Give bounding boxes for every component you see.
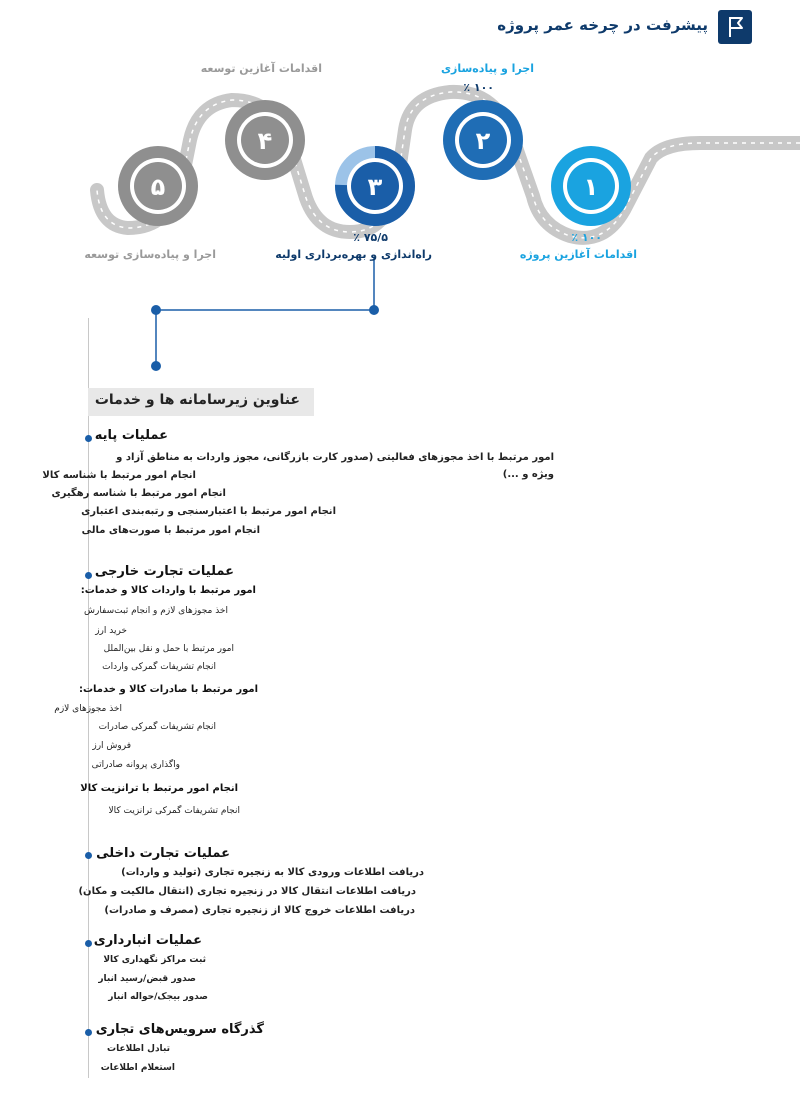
step-5-circle (116, 144, 200, 228)
step-1-label: اقدامات آغازین پروژه (519, 248, 637, 261)
step-3-number: ۳ (367, 173, 383, 201)
step-2-circle (441, 98, 525, 182)
base-item-1: امور مرتبط با اخذ مجوزهای فعالیتی (صدور کارت بازرگانی، مجوز واردات به مناطق آزاد و ویژه و ...) (116, 452, 554, 480)
step-1-percent: ٪ ۱۰۰ (571, 231, 602, 244)
step-1-circle (549, 144, 633, 228)
domestic-item-2: دریافت اطلاعات انتقال کالا در زنجیره تجاری (انتقال مالکیت و مکان) (78, 886, 416, 897)
bullet-dot (85, 435, 92, 442)
gateway-item-1: تبادل اطلاعات (107, 1044, 170, 1054)
import-item-1: اخذ مجوزهای لازم و انجام ثبت‌سفارش (83, 606, 228, 616)
step-4-circle (223, 98, 307, 182)
base-item-3: انجام امور مرتبط با شناسه رهگیری (51, 488, 226, 499)
import-item-4: انجام تشریفات گمرکی واردات (102, 662, 216, 672)
bullet-dot (85, 1029, 92, 1036)
export-item-3: فروش ارز (92, 741, 131, 751)
step-5-label: اجرا و پیاده‌سازی توسعه (84, 248, 216, 261)
category-foreign-title: عملیات تجارت خارجی (94, 564, 234, 579)
timeline-line (88, 318, 89, 1078)
import-item-3: امور مرتبط با حمل و نقل بین‌الملل (103, 644, 234, 654)
warehouse-item-1: ثبت مراکز نگهداری کالا (103, 955, 206, 965)
page-title: پیشرفت در چرخه عمر پروژه (497, 16, 708, 34)
import-head: امور مرتبط با واردات کالا و خدمات: (80, 585, 256, 596)
import-item-2: خرید ارز (95, 626, 127, 636)
export-item-4: واگذاری پروانه صادراتی (91, 760, 180, 770)
step-2-number: ۲ (475, 127, 491, 155)
step-2-label: اجرا و پیاده‌سازی (440, 62, 534, 75)
category-domestic-title: عملیات تجارت داخلی (96, 846, 230, 861)
bullet-dot (85, 852, 92, 859)
category-base-title: عملیات پایه (94, 428, 168, 443)
step-4-label: اقدامات آغازین توسعه (200, 62, 322, 75)
bullet-dot (85, 940, 92, 947)
gateway-item-2: استعلام اطلاعات (100, 1063, 175, 1073)
step-2-percent: ٪ ۱۰۰ (463, 81, 494, 94)
base-item-5: انجام امور مرتبط با صورت‌های مالی (81, 525, 260, 536)
export-item-1: اخذ مجوزهای لازم (54, 704, 122, 714)
step-3-label: راه‌اندازی و بهره‌برداری اولیه (275, 248, 432, 261)
section-title: عناوین زیرسامانه ها و خدمات (94, 392, 300, 408)
category-gateway-title: گذرگاه سرویس‌های تجاری (95, 1022, 264, 1037)
export-item-2: انجام تشریفات گمرکی صادرات (98, 722, 216, 732)
transit-item-1: انجام تشریفات گمرکی ترانزیت کالا (108, 806, 240, 816)
step-1-number: ۱ (583, 173, 599, 201)
warehouse-item-2: صدور قبض/رسید انبار (98, 974, 196, 984)
step-3-percent: ٪ ۷۵/۵ (353, 231, 388, 244)
transit-head: انجام امور مرتبط با ترانزیت کالا (80, 783, 238, 794)
export-head: امور مرتبط با صادرات کالا و خدمات: (79, 684, 258, 695)
section-title-box (88, 388, 314, 416)
category-warehouse-title: عملیات انبارداری (93, 933, 202, 948)
step-5-number: ۵ (150, 173, 166, 201)
warehouse-item-3: صدور بیجک/حواله انبار (108, 992, 208, 1002)
domestic-item-1: دریافت اطلاعات ورودی کالا به زنجیره تجاری (تولید و واردات) (121, 867, 424, 878)
bullet-dot (85, 572, 92, 579)
step-4-number: ۴ (257, 127, 273, 155)
base-item-2: انجام امور مرتبط با شناسه کالا (42, 470, 196, 481)
step-3-circle (333, 144, 417, 228)
base-item-4: انجام امور مرتبط با اعتبارسنجی و رتبه‌بندی اعتباری (81, 506, 336, 517)
domestic-item-3: دریافت اطلاعات خروج کالا از زنجیره تجاری (مصرف و صادرات) (104, 905, 415, 916)
